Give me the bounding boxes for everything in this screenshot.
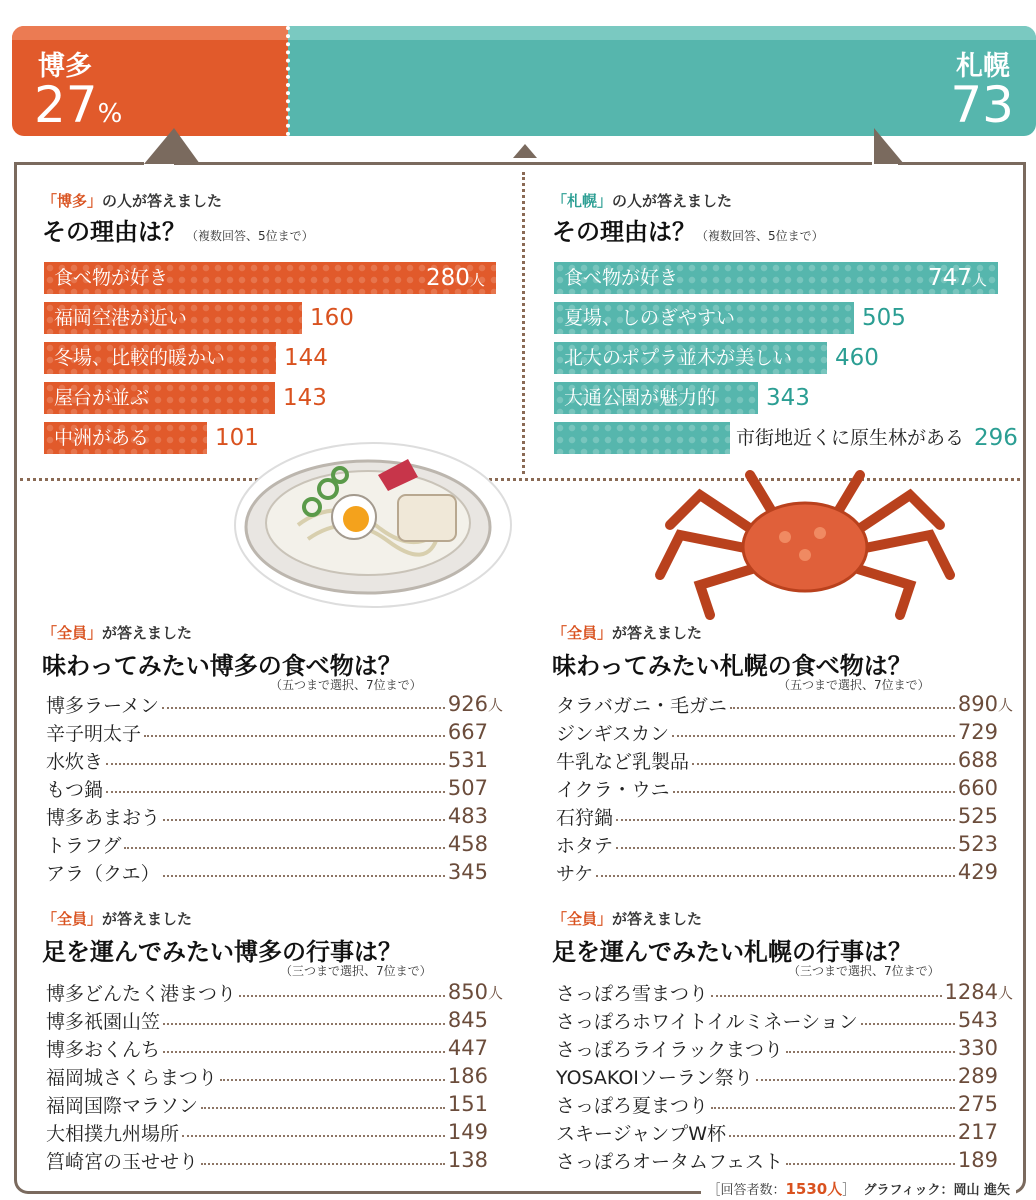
leader-dots [163, 1023, 445, 1025]
ranking-row [556, 1146, 1016, 1174]
ranking-row [556, 858, 1016, 886]
ranking-value: 667 [447, 720, 488, 744]
reason-label: 市街地近くに原生林がある [736, 427, 965, 449]
ranking-row [46, 774, 506, 802]
leader-dots [182, 1135, 445, 1137]
leader-dots [861, 1023, 955, 1025]
reason-label: 福岡空港が近い [54, 307, 188, 329]
unit-label: 人 [488, 695, 504, 714]
ranking-row [46, 1090, 506, 1118]
ranking-row [556, 830, 1016, 858]
left-pointer-icon [144, 128, 200, 164]
ranking-label: 水炊き [46, 750, 104, 773]
ranking-value: 429 [957, 860, 998, 884]
unit-label: 人 [488, 983, 504, 1002]
ranking-label: 石狩鍋 [556, 806, 614, 829]
hakata-label: 博多 [38, 51, 92, 82]
leader-dots [672, 735, 955, 737]
reason-value: 505 [862, 305, 906, 331]
ranking-label: 博多祇園山笠 [46, 1010, 161, 1033]
leader-dots [596, 875, 955, 877]
ranking-value: 850 [447, 980, 488, 1004]
reason-label: 夏場、しのぎやすい [564, 307, 736, 329]
event-left-list [46, 978, 506, 1174]
ranking-label: 辛子明太子 [46, 722, 142, 745]
center-triangle-icon [513, 144, 537, 158]
reason-label: 冬場、比較的暖かい [54, 347, 226, 369]
ranking-value: 688 [957, 748, 998, 772]
ranking-label: さっぽろライラックまつり [556, 1038, 784, 1061]
leader-dots [163, 819, 445, 821]
ranking-row [46, 1006, 506, 1034]
ranking-row [556, 802, 1016, 830]
leader-dots [616, 819, 955, 821]
leader-dots [756, 1079, 955, 1081]
ranking-value: 189 [957, 1148, 998, 1172]
event-left-note: （三つまで選択、7位まで） [280, 964, 432, 978]
ranking-row [556, 1034, 1016, 1062]
unit-label: 人 [998, 983, 1014, 1002]
leader-dots [692, 763, 955, 765]
ranking-value: 523 [957, 832, 998, 856]
sapporo-label: 札幌 [956, 51, 1010, 82]
ranking-label: イクラ・ウニ [556, 778, 670, 801]
food-right-title: 味わってみたい札幌の食べ物は？ [552, 652, 912, 680]
ranking-value: 483 [447, 804, 488, 828]
reason-value: 280人 [426, 265, 485, 291]
reason-value: 460 [835, 345, 879, 371]
ranking-label: 博多ラーメン [46, 694, 160, 717]
reason-value: 144 [284, 345, 328, 371]
leader-dots [163, 875, 445, 877]
ranking-value: 531 [447, 748, 488, 772]
graphic-credit: グラフィック：岡山 進矢 [863, 1183, 1010, 1198]
food-right-note: （五つまで選択、7位まで） [778, 678, 930, 692]
leader-dots [106, 763, 445, 765]
ranking-value: 1284 [944, 980, 998, 1004]
ranking-row [46, 1034, 506, 1062]
reason-bar [554, 422, 730, 454]
reason-label: 食べ物が好き [564, 267, 679, 289]
ranking-label: さっぽろ雪まつり [556, 982, 709, 1005]
ranking-label: ホタテ [556, 834, 614, 857]
ranking-label: 博多おくんち [46, 1038, 161, 1061]
ranking-value: 525 [957, 804, 998, 828]
reason-label: 屋台が並ぶ [54, 387, 150, 409]
food-left-list [46, 690, 506, 886]
ranking-label: 大相撲九州場所 [46, 1122, 180, 1145]
reasons-right-title: その理由は？（複数回答、5位まで） [552, 218, 824, 246]
ranking-value: 447 [447, 1036, 488, 1060]
ranking-row [46, 1062, 506, 1090]
ranking-row [46, 802, 506, 830]
leader-dots [201, 1163, 445, 1165]
ranking-label: 福岡城さくらまつり [46, 1066, 218, 1089]
ranking-value: 845 [447, 1008, 488, 1032]
ranking-row [556, 1090, 1016, 1118]
reasons-right-respondents: 「札幌」の人が答えました [552, 192, 733, 210]
ranking-value: 458 [447, 832, 488, 856]
ranking-row [556, 746, 1016, 774]
ranking-value: 330 [957, 1036, 998, 1060]
ranking-label: タラバガニ・毛ガニ [556, 694, 728, 717]
reasons-left-note: （複数回答、5位まで） [186, 229, 314, 243]
ranking-label: アラ（クエ） [46, 862, 160, 885]
reason-label: 大通公園が魅力的 [564, 387, 717, 409]
ranking-label: サケ [556, 862, 594, 885]
reason-label: 北大のポプラ並木が美しい [564, 347, 793, 369]
ranking-label: スキージャンプW杯 [556, 1122, 727, 1145]
ranking-row [556, 690, 1016, 718]
event-right-title: 足を運んでみたい札幌の行事は？ [552, 938, 912, 966]
unit-label: 人 [971, 271, 987, 289]
leader-dots [786, 1051, 955, 1053]
food-right-list [556, 690, 1016, 886]
reason-value: 101 [215, 425, 259, 451]
ranking-row [46, 690, 506, 718]
frame-top-line-right [898, 162, 1026, 165]
reason-label: 中洲がある [54, 427, 150, 449]
ranking-row [556, 1118, 1016, 1146]
leader-dots [163, 1051, 445, 1053]
right-pointer-icon [874, 128, 904, 164]
ranking-label: さっぽろオータムフェスト [556, 1150, 784, 1173]
reason-label: 食べ物が好き [54, 267, 169, 289]
leader-dots [729, 1135, 955, 1137]
ranking-value: 926 [447, 692, 488, 716]
ranking-value: 149 [447, 1120, 488, 1144]
ranking-label: 博多どんたく港まつり [46, 982, 237, 1005]
reason-value: 343 [766, 385, 810, 411]
leader-dots [106, 791, 445, 793]
ranking-label: もつ鍋 [46, 778, 104, 801]
unit-label: 人 [998, 695, 1014, 714]
ranking-label: YOSAKOIソーラン祭り [556, 1066, 753, 1089]
crab-illustration [640, 455, 970, 625]
ranking-value: 543 [957, 1008, 998, 1032]
ranking-label: 福岡国際マラソン [46, 1094, 199, 1117]
respondent-count: 1530人 [785, 1180, 843, 1198]
food-left-respondents: 「全員」が答えました [42, 624, 193, 642]
event-left-title: 足を運んでみたい博多の行事は？ [42, 938, 402, 966]
ranking-row [556, 1006, 1016, 1034]
ranking-value: 345 [447, 860, 488, 884]
unit-label: 人 [469, 271, 485, 289]
event-right-note: （三つまで選択、7位まで） [788, 964, 940, 978]
footer-note: ［回答者数：1530人］ グラフィック：岡山 進矢 [701, 1178, 1016, 1199]
ranking-row [46, 830, 506, 858]
ranking-value: 138 [447, 1148, 488, 1172]
ranking-label: トラフグ [46, 834, 122, 857]
leader-dots [144, 735, 445, 737]
ranking-label: さっぽろホワイトイルミネーション [556, 1010, 858, 1033]
leader-dots [220, 1079, 445, 1081]
leader-dots [711, 1107, 955, 1109]
ranking-value: 729 [957, 720, 998, 744]
ranking-label: 牛乳など乳製品 [556, 750, 690, 773]
ranking-label: さっぽろ夏まつり [556, 1094, 709, 1117]
vertical-divider [522, 172, 525, 474]
ranking-value: 186 [447, 1064, 488, 1088]
leader-dots [162, 707, 445, 709]
ranking-label: ジンギスカン [556, 722, 670, 745]
leader-dots [239, 995, 445, 997]
ranking-row [46, 978, 506, 1006]
leader-dots [616, 847, 955, 849]
leader-dots [673, 791, 955, 793]
reason-value: 747人 [928, 265, 987, 291]
food-right-respondents: 「全員」が答えました [552, 624, 703, 642]
sapporo-percent-value: 73 [950, 76, 1014, 134]
leader-dots [124, 847, 444, 849]
ranking-row [46, 1146, 506, 1174]
hakata-percent-value: 27 [34, 76, 98, 134]
ranking-row [46, 1118, 506, 1146]
food-left-note: （五つまで選択、7位まで） [270, 678, 422, 692]
ranking-label: 筥崎宮の玉せせり [46, 1150, 199, 1173]
pointer-arrows [0, 120, 1036, 168]
ranking-row [46, 858, 506, 886]
event-left-respondents: 「全員」が答えました [42, 910, 193, 928]
reasons-left-respondents: 「博多」の人が答えました [42, 192, 223, 210]
frame-top-line [174, 162, 872, 165]
event-right-list [556, 978, 1016, 1174]
ramen-bowl-illustration [228, 415, 518, 615]
reason-value: 143 [283, 385, 327, 411]
reasons-right-note: （複数回答、5位まで） [696, 229, 824, 243]
frame-top-line-left [14, 162, 144, 165]
ranking-value: 507 [447, 776, 488, 800]
ranking-row [556, 1062, 1016, 1090]
ranking-row [556, 774, 1016, 802]
food-left-title: 味わってみたい博多の食べ物は？ [42, 652, 402, 680]
leader-dots [201, 1107, 445, 1109]
ranking-row [46, 718, 506, 746]
ranking-row [46, 746, 506, 774]
leader-dots [711, 995, 942, 997]
ranking-value: 151 [447, 1092, 488, 1116]
ranking-label: 博多あまおう [46, 806, 161, 829]
reason-value: 160 [310, 305, 354, 331]
ranking-value: 275 [957, 1092, 998, 1116]
reasons-left-title: その理由は？（複数回答、5位まで） [42, 218, 314, 246]
ranking-value: 890 [957, 692, 998, 716]
ranking-value: 660 [957, 776, 998, 800]
leader-dots [786, 1163, 955, 1165]
reason-value: 296 [974, 425, 1018, 451]
event-right-respondents: 「全員」が答えました [552, 910, 703, 928]
ranking-row [556, 978, 1016, 1006]
ranking-value: 289 [957, 1064, 998, 1088]
ranking-value: 217 [957, 1120, 998, 1144]
leader-dots [730, 707, 955, 709]
ranking-row [556, 718, 1016, 746]
percent-unit: % [97, 99, 123, 129]
